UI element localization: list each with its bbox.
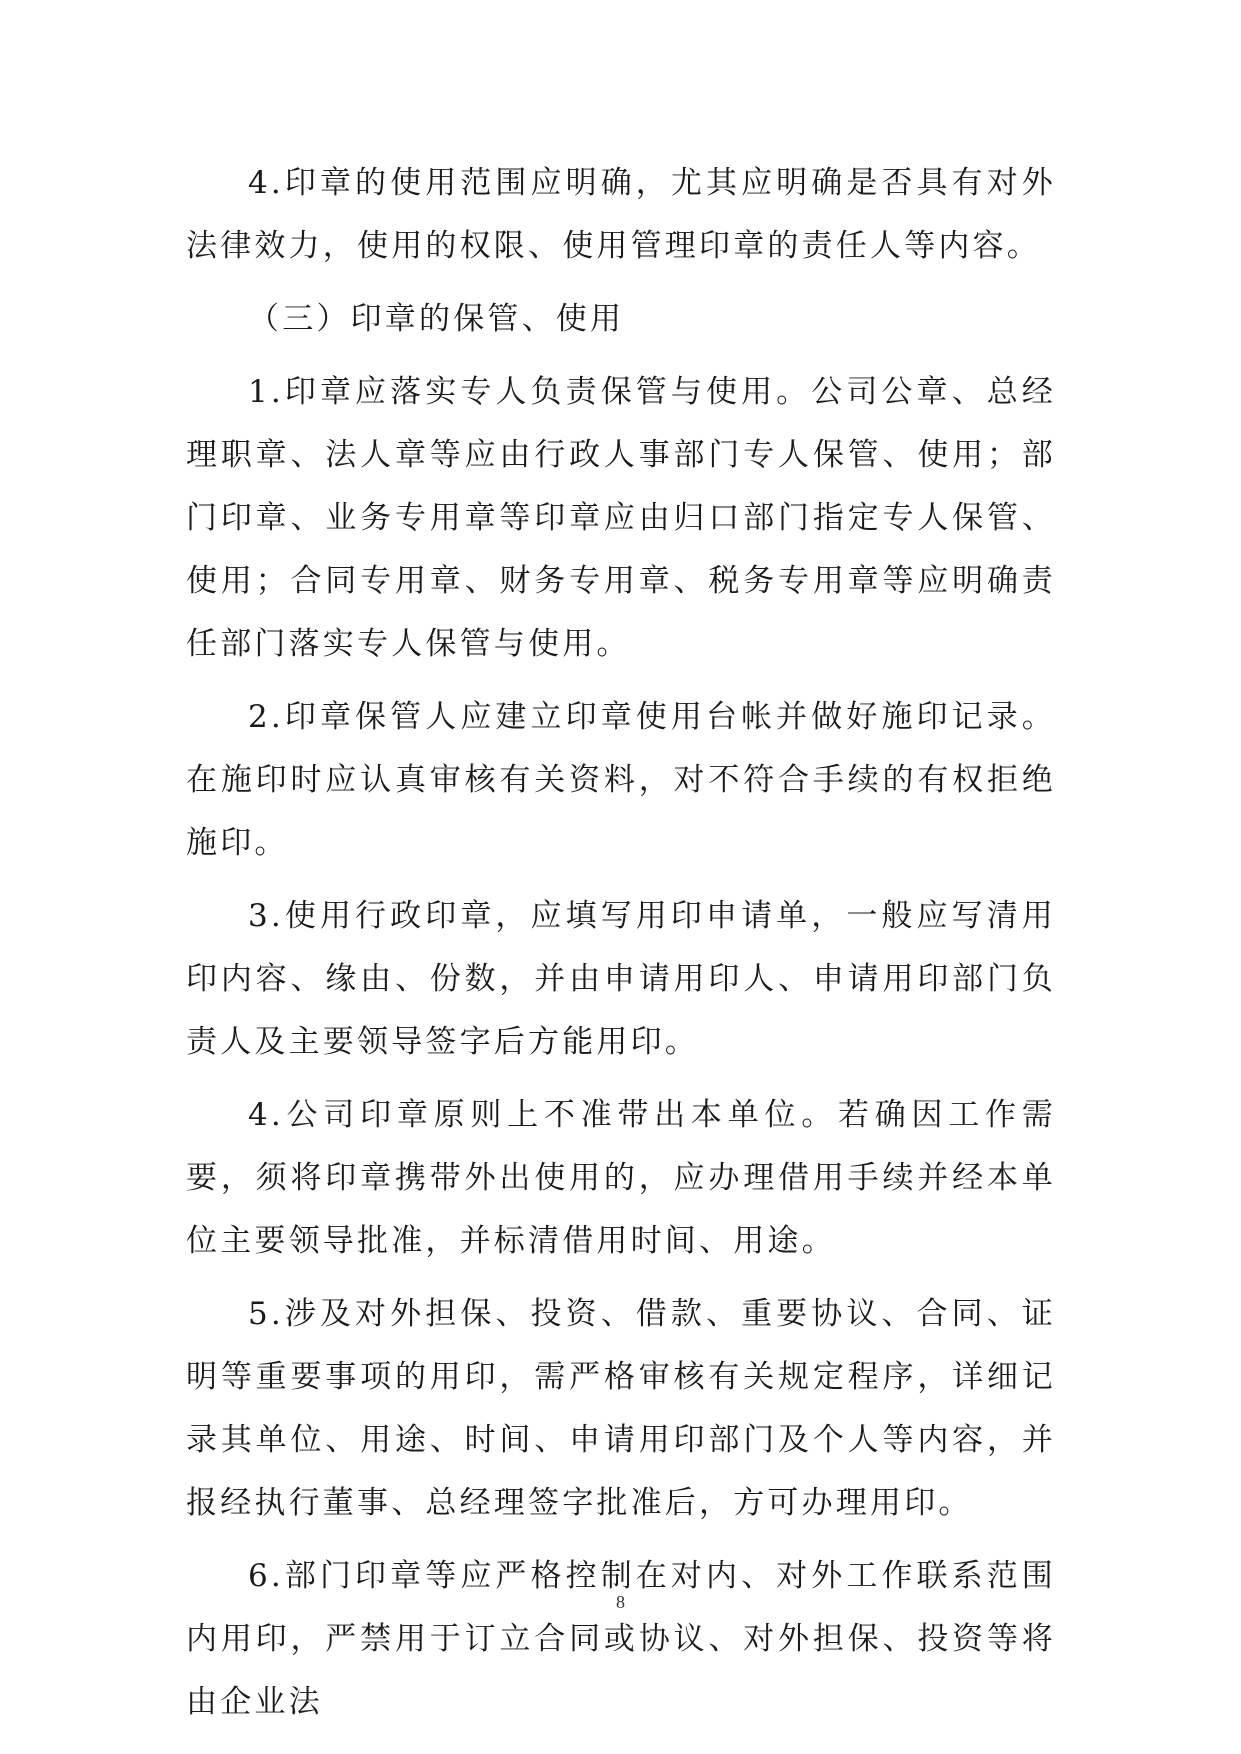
paragraph-item-4-borrowing: 4.公司印章原则上不准带出本单位。若确因工作需要，须将印章携带外出使用的，应办理借用手续并经本单位主要领导批准，并标清借用时间、用途。	[186, 1097, 1056, 1259]
paragraph-item-1-custody: 1.印章应落实专人负责保管与使用。公司公章、总经理职章、法人章等应由行政人事部门专人保管、使用；部门印章、业务专用章等印章应由归口部门指定专人保管、使用；合同专用章、财务专用章、税务专用章等应明确责任部门落实专人保管与使用。	[186, 374, 1056, 662]
paragraph-seal-scope: 4.印章的使用范围应明确，尤其应明确是否具有对外法律效力，使用的权限、使用管理印章的责任人等内容。	[186, 165, 1056, 264]
paragraph-item-2-ledger: 2.印章保管人应建立印章使用台帐并做好施印记录。在施印时应认真审核有关资料，对不符合手续的有权拒绝施印。	[186, 699, 1056, 861]
paragraph-item-6-department-seal: 6.部门印章等应严格控制在对内、对外工作联系范围内用印，严禁用于订立合同或协议、对外担保、投资等将由企业法	[186, 1558, 1056, 1720]
section-heading-seal-custody-use: （三）印章的保管、使用	[248, 301, 625, 337]
document-body	[186, 152, 1056, 1744]
paragraph-item-5-important-matters: 5.涉及对外担保、投资、借款、重要协议、合同、证明等重要事项的用印，需严格审核有关规定程序，详细记录其单位、用途、时间、申请用印部门及个人等内容，并报经执行董事、总经理签字批准后，方可办理用印。	[186, 1296, 1056, 1521]
paragraph-item-3-application: 3.使用行政印章，应填写用印申请单，一般应写清用印内容、缘由、份数，并由申请用印人、申请用印部门负责人及主要领导签字后方能用印。	[186, 898, 1056, 1060]
page-number: 8	[616, 1592, 625, 1612]
